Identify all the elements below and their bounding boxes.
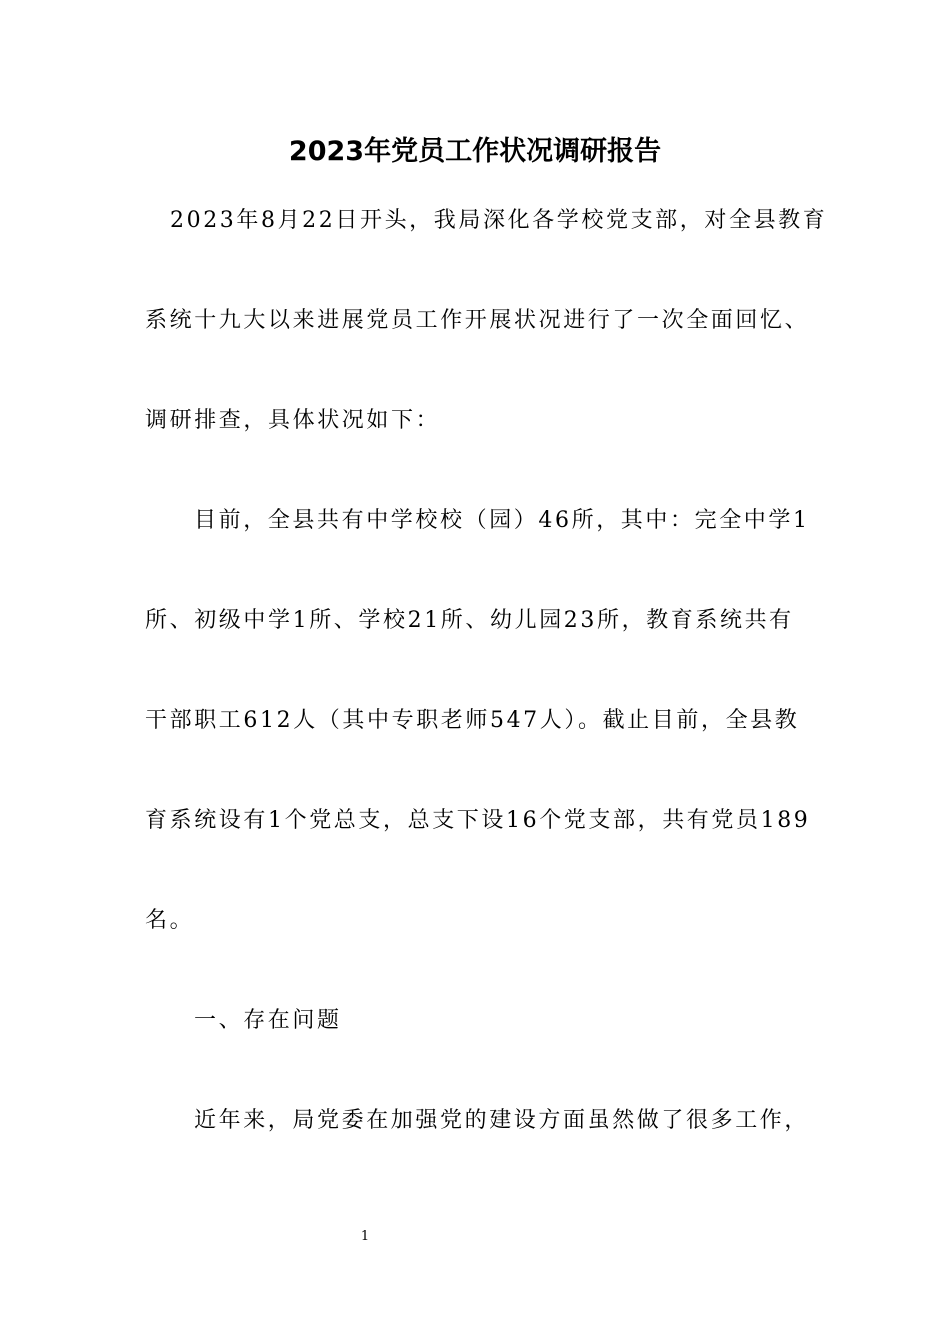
page-number: 1 (360, 1229, 370, 1244)
paragraph-1-line-2: 系统十九大以来进展党员工作开展状况进行了一次全面回忆、 (145, 308, 810, 333)
paragraph-2-line-5: 名。 (145, 908, 195, 933)
section-heading: 一、存在问题 (194, 1008, 342, 1033)
document-title: 2023年党员工作状况调研报告 (288, 136, 662, 167)
paragraph-2-line-2: 所、初级中学1所、学校21所、幼儿园23所，教育系统共有 (145, 608, 794, 633)
paragraph-2-line-3: 干部职工612人（其中专职老师547人）。截止目前，全县教 (145, 708, 800, 733)
paragraph-1-line-1: 2023年8月22日开头，我局深化各学校党支部，对全县教育 (170, 208, 828, 233)
paragraph-2-line-4: 育系统设有1个党总支，总支下设16个党支部，共有党员189 (145, 808, 811, 833)
paragraph-1-line-3: 调研排查，具体状况如下： (145, 408, 441, 433)
paragraph-2-line-1: 目前，全县共有中学校校（园）46所，其中：完全中学1 (194, 508, 810, 533)
paragraph-3-line-1: 近年来，局党委在加强党的建设方面虽然做了很多工作， (194, 1108, 810, 1133)
